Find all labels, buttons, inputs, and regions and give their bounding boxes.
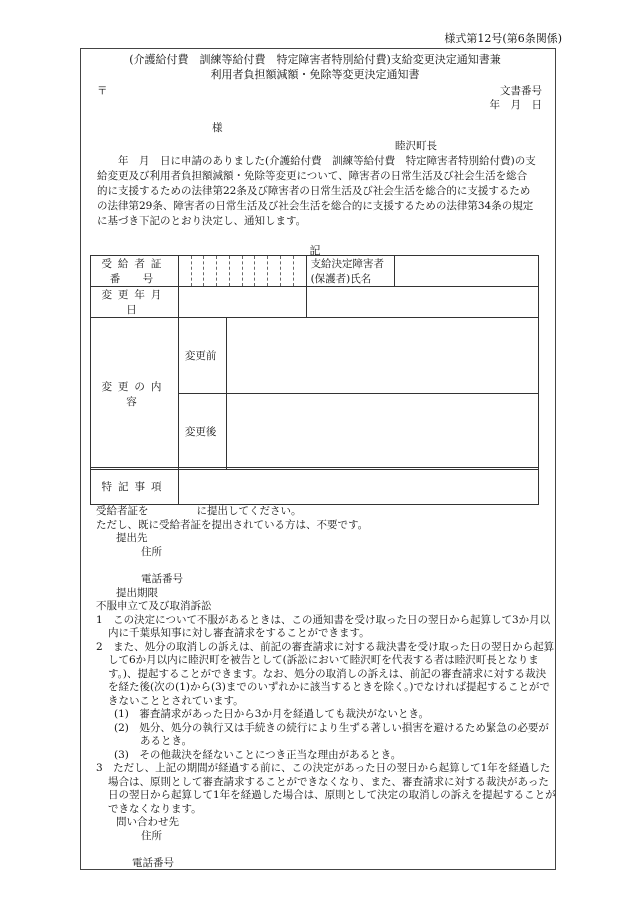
id-digit <box>217 256 230 286</box>
date-label: 年 月 日 <box>489 99 542 111</box>
id-digit <box>192 256 205 286</box>
ki-mark: 記 <box>309 244 321 257</box>
row-special <box>91 468 539 505</box>
document-title-line2: 利用者負担額減額・免除等変更決定通知書 <box>210 68 420 81</box>
special-field[interactable] <box>179 468 539 505</box>
submit-to: 提出先 <box>116 532 148 544</box>
appeal-sub-1: (1) 審査請求があった日から3か月を経過しても裁決がないとき。 <box>114 708 430 720</box>
after-content-field[interactable] <box>226 394 538 470</box>
contact-phone: 電話番号 <box>132 857 174 869</box>
id-digit <box>204 256 217 286</box>
doc-number-label: 文書番号 <box>500 85 542 97</box>
submit-line1 <box>96 505 556 519</box>
document-title-line1: (介護給付費 訓練等給付費 特定障害者特別給付費)支給変更決定通知書兼 <box>129 53 501 66</box>
id-label-line2: 番 号 <box>109 273 160 285</box>
row-recipient-id <box>91 256 539 287</box>
id-number-field[interactable] <box>178 256 306 287</box>
appeal-item-3: 3 ただし、上記の期間が経過する前に、この決定があった日の翌日から起算して1年を経過した場合は、原則として審査請求することができなくなり、また、審査請求に対する裁決があった日の翌日から起算して1年を経過した場合は、原則として決定の取消しの訴えを提起することができなくなります。 <box>96 762 556 815</box>
submit-line2: ただし、既に受給者証を提出されている方は、不要です。 <box>96 518 369 531</box>
row-change-before <box>91 318 539 394</box>
appeal-item-1: 1 この決定について不服があるときは、この通知書を受け取った日の翌日から起算して3か月以内に千葉県知事に対し審査請求をすることができます。 <box>96 613 551 639</box>
appeal-sub-3: (3) その他裁決を経ないことにつき正当な理由があるとき。 <box>114 748 402 761</box>
appeal-sub-2: (2) 処分、処分の執行又は手続きの続行により生ずる著しい損害を避けるため緊急の必要があるとき。 <box>114 721 549 747</box>
before-label: 変更前 <box>178 318 226 394</box>
contact: 問い合わせ先 <box>116 816 179 828</box>
after-label: 変更後 <box>178 394 226 470</box>
phone: 電話番号 <box>141 573 183 585</box>
special-label: 特記事項 <box>91 468 179 505</box>
decision-table <box>90 255 539 470</box>
id-digit <box>268 256 281 286</box>
id-label-line1: 受給者証 <box>101 258 168 270</box>
id-digit-boxes <box>179 256 306 286</box>
holder-label-line2: (保護者)氏名 <box>310 273 372 285</box>
id-digit <box>255 256 268 286</box>
id-digit <box>179 256 192 286</box>
submit-line1-a: 受給者証を <box>96 505 149 517</box>
recipient-suffix: 様 <box>212 122 223 134</box>
row-change-date <box>91 287 539 318</box>
holder-name-field[interactable] <box>395 256 539 287</box>
change-date-blank <box>306 287 538 318</box>
form-number: 様式第12号(第6条関係) <box>444 32 562 45</box>
submit-line1-b: に提出してください。 <box>196 505 302 517</box>
id-digit <box>294 256 306 286</box>
holder-label-line1: 支給決定障害者 <box>310 258 385 270</box>
change-date-label: 変更年月日 <box>91 287 179 318</box>
change-date-field[interactable] <box>178 287 306 318</box>
id-digit <box>281 256 294 286</box>
address-spacer <box>96 559 556 573</box>
holder-label-cell <box>306 256 395 287</box>
deadline: 提出期限 <box>116 586 158 599</box>
appeal-item-2: 2 また、処分の取消しの訴えは、前記の審査請求に対する裁決書を受け取った日の翌日から起算して6か月以内に睦沢町を被告として(訴訟において睦沢町を代表する者は睦沢町長となります。)、提起することができます。なお、処分の取消しの訴えは、前記の審査請求に対する裁決を経た後(次の(1)から(3)までのいずれかに該当するときを除く。)でなければ提起することができないこととされています。 <box>96 640 555 707</box>
notice-paragraph <box>97 154 537 229</box>
notice-paragraph-text: 年 月 日に申請のありました(介護給付費 訓練等給付費 特定障害者特別給付費)の支給変更及び利用者負担額減額・免除等変更について、障害者の日常生活及び社会生活を総合的に支援するための法律第22条及び障害者の日常生活及び社会生活を総合的に支援するための法律第29条、障害者の日常生活及び社会生活を総合的に支援するための法律第34条の規定に基づき下記のとおり決定し、通知します。 <box>97 155 536 227</box>
notes-section <box>96 505 556 871</box>
contact-spacer <box>96 843 556 857</box>
contact-address: 住所 <box>141 829 162 842</box>
special-notes-table <box>90 467 539 505</box>
postal-mark: 〒 <box>97 85 108 97</box>
id-digit <box>230 256 243 286</box>
appeal-heading: 不服申立て及び取消訴訟 <box>96 600 212 612</box>
before-content-field[interactable] <box>226 318 538 394</box>
change-content-label: 変更の内容 <box>91 318 179 470</box>
address: 住所 <box>141 545 162 558</box>
id-label-cell <box>91 256 179 287</box>
sender-name: 睦沢町長 <box>395 140 437 152</box>
id-digit <box>243 256 256 286</box>
